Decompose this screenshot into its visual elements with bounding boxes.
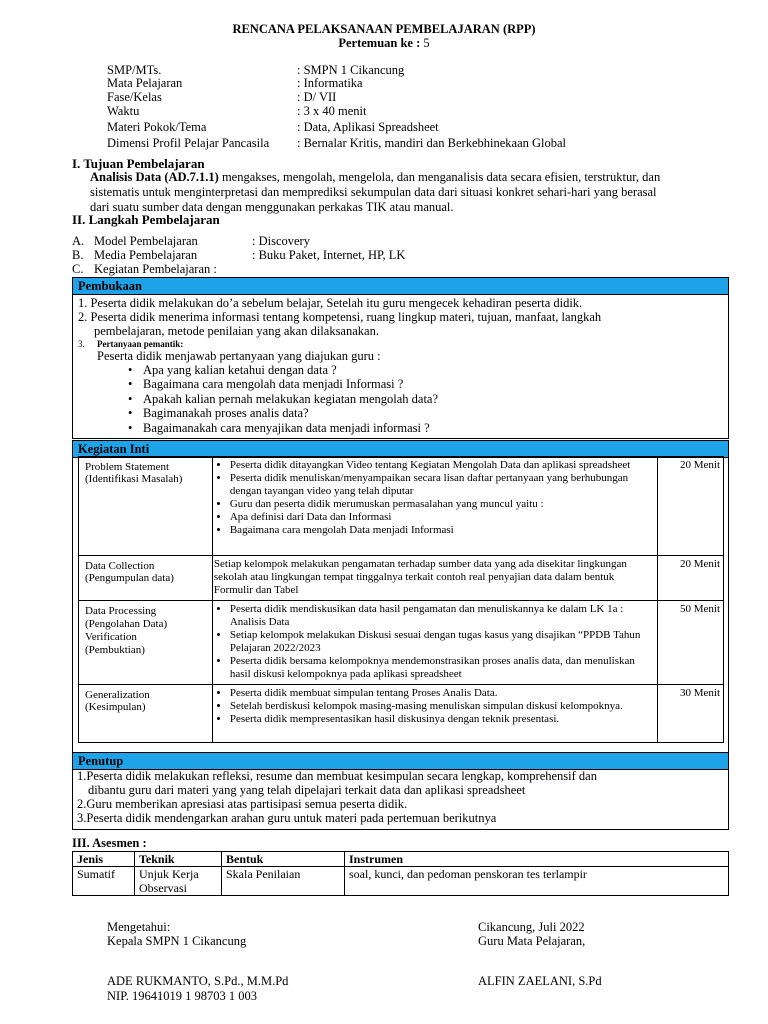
section-heading-asesmen: III. Asesmen : [72,836,147,850]
stage-line: Problem Statement [85,461,170,473]
penutup-item-3: 3.Peserta didik mendengarkan arahan guru untuk materi pada pertemuan berikutnya [77,811,497,825]
activity-cell [212,685,657,743]
question-item: • Bagimanakah proses analis data? [143,406,309,421]
time-cell: 20 Menit [658,556,724,601]
langkah-label: Media Pembelajaran [94,248,198,262]
signature-left-nip: NIP. 19641019 1 98703 1 003 [107,989,258,1003]
penutup-item-1b: dibantu guru dari materi yang yang telah dipelajari terkait data dan aplikasi spreadsheet [88,783,526,797]
time-cell: 30 Menit [658,685,724,743]
pembukaan-item-3-number: 3. [78,339,85,349]
identity-value: : Data, Aplikasi Spreadsheet [297,120,439,134]
table-row [79,601,724,685]
activity-item: • Peserta didik menuliskan/menyampaikan secara lisan daftar pertanyaan yang berhubungan dengan tayangan video yang telah diputar [230,472,654,498]
pembukaan-item-2a: 2. Peserta didik menerima informasi tentang kompetensi, ruang lingkup materi, tujuan, manfaat, langkah [78,310,602,324]
stage-cell [79,601,213,685]
identity-label: Waktu [107,104,140,118]
teknik-cell [135,867,222,896]
penutup-header: Penutup [72,752,729,770]
kegiatan-inti-header: Kegiatan Inti [72,440,729,458]
activity-cell [212,601,657,685]
langkah-value: : Buku Paket, Internet, HP, LK [252,248,406,262]
identity-label: Dimensi Profil Pelajar Pancasila [107,136,270,150]
tujuan-line-2: sistematis untuk menginterpretasi dan memprediksi sekumpulan data dari situasi konkret sehari-hari yang berasal [90,185,657,199]
langkah-value: : Discovery [252,234,310,248]
stage-cell [79,685,213,743]
langkah-label: Model Pembelajaran [94,234,198,248]
stage-line: (Pengumpulan data) [85,572,174,584]
table-header-row [73,852,729,867]
bentuk-cell: Skala Penilaian [222,867,345,896]
table-row [79,556,724,601]
activity-item: • Guru dan peserta didik merumuskan permasalahan yang muncul yaitu : [230,498,654,511]
penutup-item-2: 2.Guru memberikan apresiasi atas partisipasi semua peserta didik. [77,797,408,811]
activity-cell [212,457,657,556]
identity-value: : Informatika [297,76,363,90]
column-header: Bentuk [222,852,345,867]
document-title: RENCANA PELAKSANAAN PEMBELAJARAN (RPP) [232,22,536,36]
identity-label: Materi Pokok/Tema [107,120,207,134]
pembukaan-item-3-title: Pertanyaan pemantik: [97,339,184,349]
identity-label: Mata Pelajaran [107,76,183,90]
identity-value: : Bernalar Kritis, mandiri dan Berkebhinekaan Global [297,136,567,150]
activity-cell [212,556,657,601]
tujuan-lead: Analisis Data (AD.7.1.1) [90,170,219,184]
identity-value: : 3 x 40 menit [297,104,367,118]
stage-line: Data Collection [85,560,155,572]
section-heading-langkah: II. Langkah Pembelajaran [72,212,220,227]
pembukaan-header: Pembukaan [72,277,729,295]
penutup-item-1a: 1.Peserta didik melakukan refleksi, resume dan membuat kesimpulan secara lengkap, komprehensif dan [77,769,597,783]
activity-item: • Peserta didik bersama kelompoknya mendemonstrasikan proses analis data, dan menuliskan hasil diskusi kelompoknya pada aplikasi spreadsheet [230,655,654,681]
teknik-line: Unjuk Kerja [139,867,199,881]
stage-line: Generalization [85,689,150,701]
langkah-letter: C. [72,262,84,276]
identity-label: SMP/MTs. [107,63,162,77]
question-item: • Apakah kalian pernah melakukan kegiatan mengolah data? [143,392,438,407]
activity-item: • Setiap kelompok melakukan Diskusi sesuai dengan tugas kasus yang disajikan “PPDB Tahun Pelajaran 2022/2023 [230,629,654,655]
signature-left-line-1: Mengetahui: [107,920,171,934]
signature-left-line-2: Kepala SMPN 1 Cikancung [107,934,247,948]
langkah-letter: B. [72,248,84,262]
identity-value: : SMPN 1 Cikancung [297,63,405,77]
signature-right-line-2: Guru Mata Pelajaran, [478,934,586,948]
stage-line: Verification [85,631,137,643]
stage-cell [79,556,213,601]
asesmen-table [72,851,729,896]
identity-label: Fase/Kelas [107,90,162,104]
meeting-label: Pertemuan ke : [338,36,421,50]
activity-item: • Setelah berdiskusi kelompok masing-masing menuliskan simpulan diskusi kelompoknya. [230,700,654,713]
tujuan-line-1 [90,170,660,185]
activity-item: • Peserta didik ditayangkan Video tentang Kegiatan Mengolah Data dan aplikasi spreadsheet [230,459,654,472]
question-item: • Apa yang kalian ketahui dengan data ? [143,363,337,378]
activity-item: • Peserta didik mempresentasikan hasil diskusinya dengan teknik presentasi. [230,713,654,726]
section-heading-tujuan: I. Tujuan Pembelajaran [72,156,205,171]
column-header: Teknik [135,852,222,867]
column-header: Jenis [73,852,135,867]
question-item: • Bagaimana cara mengolah data menjadi Informasi ? [143,377,403,392]
table-row [79,457,724,556]
kegiatan-inti-table [78,456,724,743]
identity-value: : D/ VII [297,90,337,104]
activity-item: • Apa definisi dari Data dan Informasi [230,511,654,524]
stage-line: (Pembuktian) [85,644,145,656]
activity-text: Setiap kelompok melakukan pengamatan terhadap sumber data yang ada disekitar lingkungan sekolah atau lingkungan tempat tinggalnya terkait contoh real penyajian data dalam bentuk Formulir dan Tabel [213,558,627,596]
question-item: • Bagaimanakah cara menyajikan data menjadi informasi ? [143,421,430,436]
time-cell: 50 Menit [658,601,724,685]
meeting-line [0,36,768,51]
instrumen-cell: soal, kunci, dan pedoman penskoran tes terlampir [345,867,729,896]
stage-line: Data Processing [85,605,157,617]
tujuan-text: mengakses, mengolah, mengelola, dan menganalisis data secara efisien, terstruktur, dan [218,170,661,184]
signature-right-line-1: Cikancung, Juli 2022 [478,920,585,934]
stage-line: (Kesimpulan) [85,701,146,713]
langkah-label: Kegiatan Pembelajaran : [94,262,217,276]
tujuan-line-3: dari suatu sumber data dengan menggunakan perkakas TIK atau manual. [90,200,454,214]
pembukaan-item-1: 1. Peserta didik melakukan do’a sebelum belajar, Setelah itu guru mengecek kehadiran peserta didik. [78,296,583,310]
stage-line: (Identifikasi Masalah) [85,473,183,485]
time-cell: 20 Menit [658,457,724,556]
pembukaan-item-2b: pembelajaran, metode penilaian yang akan dilaksanakan. [94,324,379,338]
pembukaan-item-3-intro: Peserta didik menjawab pertanyaan yang diajukan guru : [97,349,381,363]
signature-left-name: ADE RUKMANTO, S.Pd., M.M.Pd [107,974,289,988]
meeting-number: 5 [423,36,430,50]
jenis-cell: Sumatif [73,867,135,896]
teknik-line: Observasi [139,881,187,895]
stage-cell [79,457,213,556]
langkah-letter: A. [72,234,85,248]
activity-item: • Peserta didik mendiskusikan data hasil pengamatan dan menuliskannya ke dalam LK 1a : Analisis Data [230,603,654,629]
column-header: Instrumen [345,852,729,867]
stage-line: (Pengolahan Data) [85,618,168,630]
activity-item: • Bagaimana cara mengolah Data menjadi Informasi [230,524,654,537]
signature-right-name: ALFIN ZAELANI, S.Pd [478,974,602,988]
activity-item: • Peserta didik membuat simpulan tentang Proses Analis Data. [230,687,654,700]
table-row [79,685,724,743]
table-row [73,867,729,896]
